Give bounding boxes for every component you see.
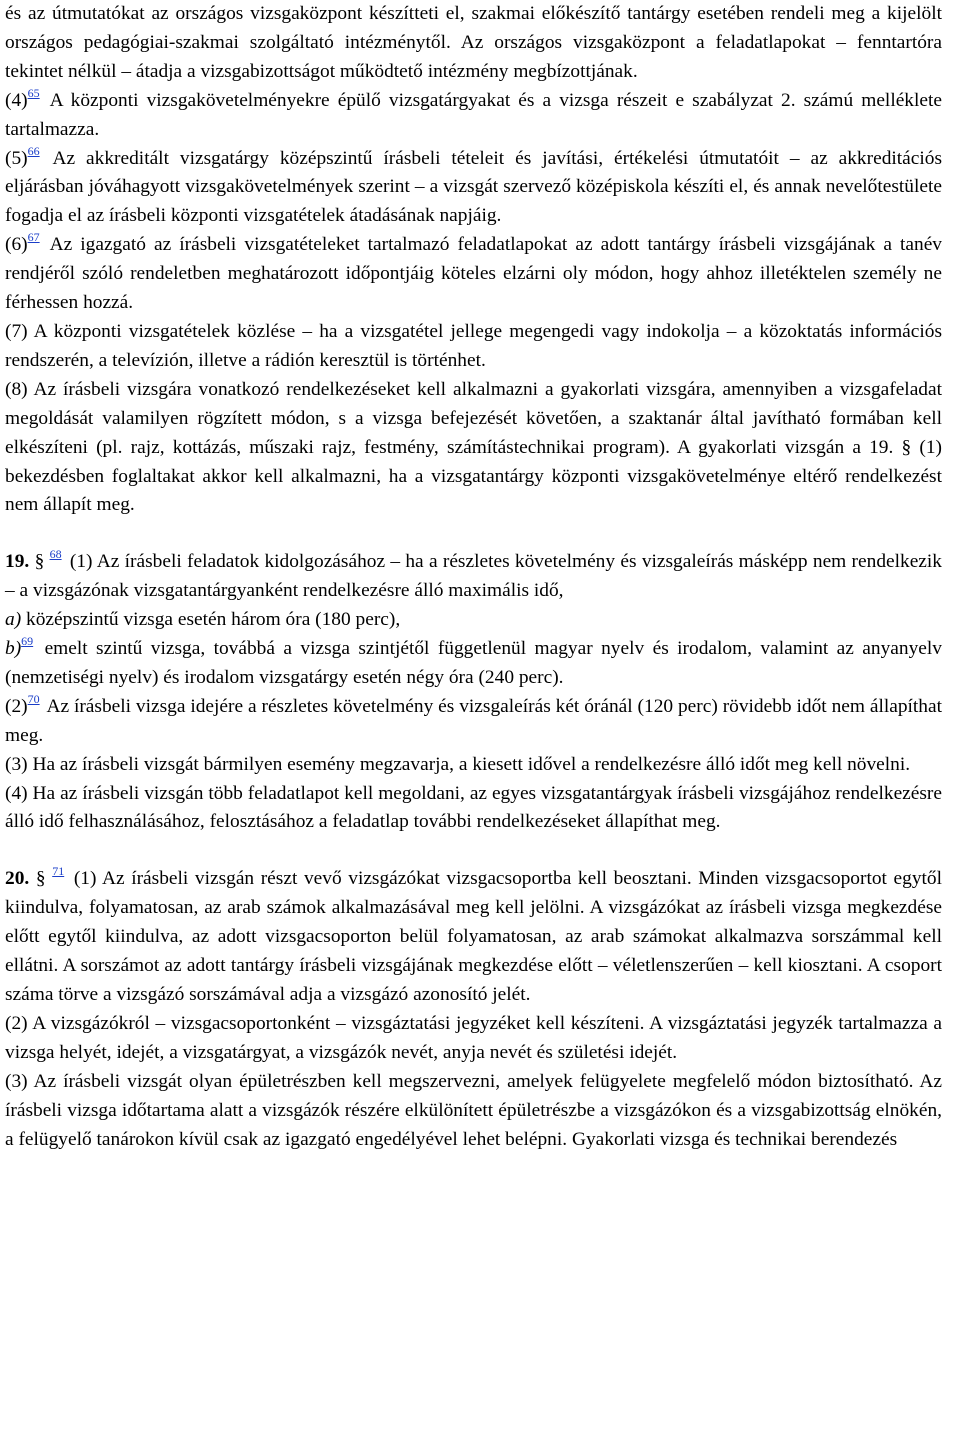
footnote-link-68[interactable]: 68: [49, 547, 62, 562]
paragraph-number: (2): [5, 695, 28, 717]
footnote-link-71[interactable]: 71: [52, 864, 65, 879]
list-label: a): [5, 609, 22, 631]
list-text: emelt szintű vizsga, továbbá a vizsga szintjétől függetlenül magyar nyelv és irodalom, valamint az anyanyelv (nemzetiségi nyelv) és irodalom vizsgatárgy esetén négy óra (240 perc).: [5, 638, 942, 688]
paragraph-5: [5, 145, 942, 232]
paragraph-4: [5, 87, 942, 145]
paragraph-number: (4): [5, 89, 28, 111]
footnote-link-67[interactable]: 67: [27, 230, 40, 245]
footnote-ref: [28, 692, 40, 706]
footnote-link-65[interactable]: 65: [27, 85, 40, 100]
paragraph-number: (5): [5, 147, 28, 169]
paragraph-6: [5, 231, 942, 318]
paragraph-number: (6): [5, 234, 28, 256]
footnote-ref: [50, 547, 62, 561]
section-spacer: [5, 520, 942, 548]
footnote-link-69[interactable]: 69: [21, 634, 34, 649]
footnote-ref: [52, 864, 64, 878]
footnote-ref: [21, 634, 33, 648]
section-number: 19.: [5, 551, 30, 573]
intro-paragraph: és az útmutatókat az országos vizsgaközpont készítteti el, szakmai előkészítő tantárgy esetében rendeli meg a kijelölt országos pedagógiai-szakmai szolgáltató intézménytől. Az országos vizsgaközpont a feladatlapokat – fenntartóra tekintet nélkül – átadja a vizsgabizottságot működtető intézmény megbízottjának.: [5, 3, 942, 82]
footnote-link-66[interactable]: 66: [27, 143, 40, 158]
section-20-paragraph-2: (2) A vizsgázókról – vizsgacsoportonként – vizsgáztatási jegyzéket kell készíteni. A vizsgáztatási jegyzék tartalmazza a vizsga helyét, idejét, a vizsgatárgyat, a vizsgázók nevét, anyja nevét és születési idejét.: [5, 1012, 942, 1063]
paragraph-7: (7) A központi vizsgatételek közlése – ha a vizsgatétel jellege megengedi vagy indokolja – a közoktatás információs rendszerén, a televízión, illetve a rádión keresztül is történhet.: [5, 320, 942, 371]
list-label: b): [5, 638, 22, 660]
section-mark: §: [35, 868, 46, 890]
section-19-paragraph-1: [5, 548, 942, 606]
footnote-link-70[interactable]: 70: [27, 691, 40, 706]
section-19-paragraph-4: (4) Ha az írásbeli vizsgán több feladatlapot kell megoldani, az egyes vizsgatantárgyak írásbeli vizsgájához rendelkezésre álló idő felhasználásához, felosztásához a feladatlap további rendelkezéseket állapíthat meg.: [5, 782, 942, 833]
footnote-ref: [28, 230, 40, 244]
section-19-paragraph-3: (3) Ha az írásbeli vizsgát bármilyen esemény megzavarja, a kiesett idővel a rendelkezésre álló időt meg kell növelni.: [5, 753, 911, 775]
paragraph-text: A központi vizsgakövetelményekre épülő vizsgatárgyakat és a vizsga részeit e szabályzat 2. számú melléklete tartalmazza.: [5, 89, 942, 140]
paragraph-text: Az igazgató az írásbeli vizsgatételeket tartalmazó feladatlapokat az adott tantárgy írásbeli vizsgájának a tanév rendjéről szóló rendeletben meghatározott időpontjáig köteles elzárni oly módon, hogy ahhoz illetéktelen személy ne férhessen hozzá.: [5, 234, 943, 314]
paragraph-text: Az írásbeli vizsga idejére a részletes követelmény és vizsgaleírás két óránál (120 perc) rövidebb időt nem állapíthat meg.: [5, 695, 942, 746]
section-number: 20.: [5, 868, 30, 890]
list-text: középszintű vizsga esetén három óra (180 perc),: [26, 609, 401, 631]
section-20-paragraph-3: (3) Az írásbeli vizsgát olyan épületrészben kell megszervezni, amelyek felügyelete megfelelő módon biztosítható. Az írásbeli vizsga időtartama alatt a vizsgázók részére elkülönített épületrészbe a vizsgázókon és a vizsgabizottság elnökén, a felügyelő tanárokon kívül csak az igazgató engedélyével lehet belépni. Gyakorlati vizsga és technikai berendezés: [5, 1070, 942, 1150]
list-item-a: [5, 606, 942, 635]
section-spacer: [5, 837, 942, 865]
paragraph-8: (8) Az írásbeli vizsgára vonatkozó rendelkezéseket kell alkalmazni a gyakorlati vizsgára, amennyiben a vizsgafeladat megoldását valamilyen rögzített módon, s a vizsga befejezését követően, a szaktanár által javítható formában kell elkészíteni (pl. rajz, kottázás, műszaki rajz, festmény, számítástechnikai program). A gyakorlati vizsgán a 19. § (1) bekezdésben foglaltakat akkor kell alkalmazni, ha a vizsgatantárgy központi vizsgakövetelménye eltérő rendelkezést nem állapít meg.: [5, 378, 942, 516]
footnote-ref: [28, 144, 40, 158]
footnote-ref: [28, 86, 40, 100]
paragraph-text: (1) Az írásbeli vizsgán részt vevő vizsgázókat vizsgacsoportba kell beosztani. Minden vizsgacsoportot egytől kiindulva, folyamatosan, az arab számok alkalmazásával meg kell jelölni. A vizsgázókat az írásbeli vizsga megkezdése előtt egytől kiindulva, az adott vizsgacsoporton belül folyamatosan, az arab számokat alkalmazva sorszámmal kell ellátni. A sorszámot az adott tantárgy írásbeli vizsgájának megkezdése előtt – véletlenszerűen – kell kiosztani. A csoport száma törve a vizsgázó sorszámával adja a vizsgázó azonosító jelét.: [5, 868, 943, 1005]
list-item-b: [5, 635, 942, 693]
paragraph-text: Az akkreditált vizsgatárgy középszintű írásbeli tételeit és javítási, értékelési útmutatóit – az akkreditációs eljárásban jóváhagyott vizsgakövetelmények szerint – a vizsgát szervező középiskola készíti el, és annak nevelőtestülete fogadja el az írásbeli központi vizsgatételek átadásának napjáig.: [5, 147, 943, 227]
section-19-paragraph-2: [5, 693, 942, 751]
section-mark: §: [34, 551, 45, 573]
section-20-paragraph-1: [5, 865, 942, 1010]
paragraph-text: (1) Az írásbeli feladatok kidolgozásához – ha a részletes követelmény és vizsgaleírás másképp nem rendelkezik – a vizsgázónak vizsgatantárgyanként rendelkezésre álló maximális idő,: [5, 551, 943, 602]
